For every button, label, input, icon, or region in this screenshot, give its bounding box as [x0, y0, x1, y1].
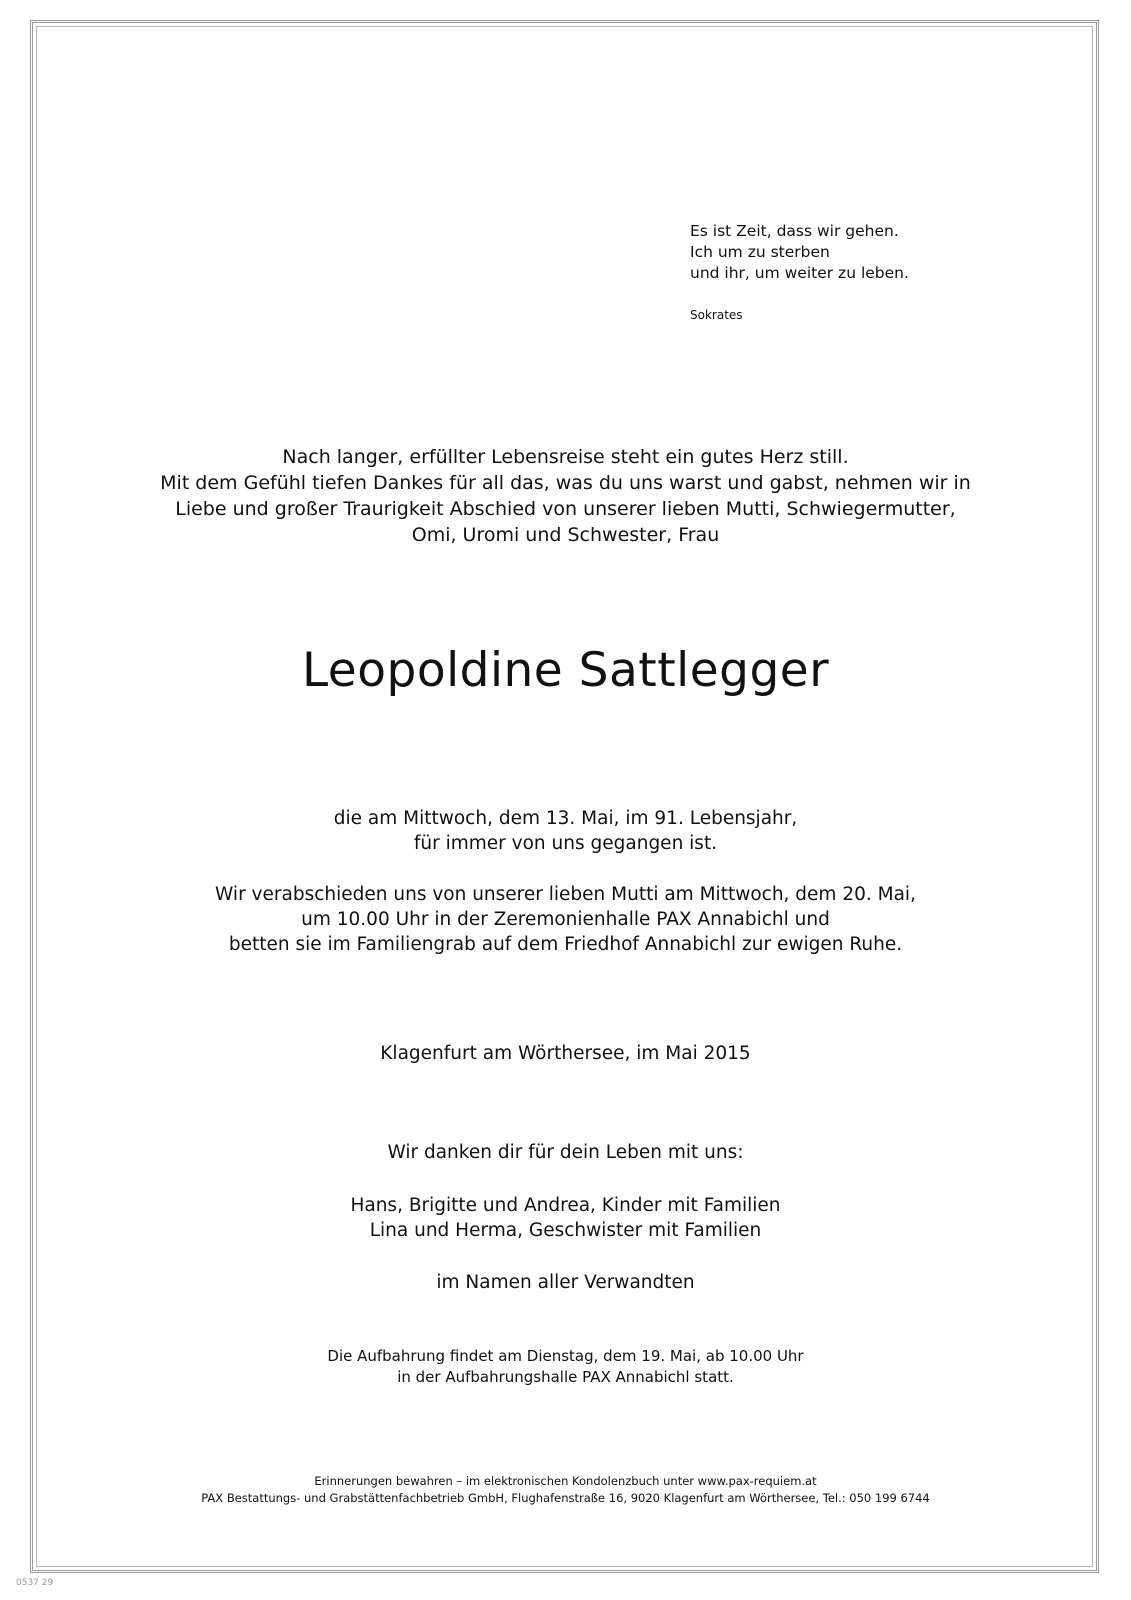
motto-quote: [690, 221, 909, 284]
motto-line: Es ist Zeit, dass wir gehen.: [690, 222, 899, 240]
death-line: die am Mittwoch, dem 13. Mai, im 91. Lebensjahr,: [333, 808, 798, 829]
motto-line: und ihr, um weiter zu leben.: [690, 264, 909, 282]
death-notice: [60, 806, 1071, 856]
footer-line: PAX Bestattungs- und Grabstättenfachbetrieb GmbH, Flughafenstraße 16, 9020 Klagenfurt am Wörthersee, Tel.: 050 199 6744: [201, 1491, 930, 1505]
footer-line: Erinnerungen bewahren – im elektronischen Kondolenzbuch unter www.pax-requiem.at: [314, 1474, 817, 1488]
corner-mark: 0537 29: [16, 1578, 54, 1588]
viewing-line: Die Aufbahrung findet am Dienstag, dem 19. Mai, ab 10.00 Uhr: [327, 1347, 804, 1365]
motto-author: Sokrates: [690, 308, 743, 322]
motto-line: Ich um zu sterben: [690, 243, 830, 261]
family-list: [60, 1193, 1071, 1243]
death-line: für immer von uns gegangen ist.: [413, 833, 718, 854]
family-line: Hans, Brigitte und Andrea, Kinder mit Familien: [350, 1195, 781, 1216]
intro-line: Mit dem Gefühl tiefen Dankes für all das, was du uns warst und gabst, nehmen wir in: [160, 472, 971, 494]
page-border-inner: [36, 26, 1093, 1567]
funeral-line: betten sie im Familiengrab auf dem Friedhof Annabichl zur ewigen Ruhe.: [228, 934, 903, 955]
relatives-line: im Namen aller Verwandten: [436, 1272, 695, 1293]
funeral-line: um 10.00 Uhr in der Zeremonienhalle PAX Annabichl und: [301, 909, 830, 930]
footer: [60, 1473, 1071, 1507]
family-line: Lina und Herma, Geschwister mit Familien: [369, 1220, 762, 1241]
deceased-name: Leopoldine Sattlegger: [301, 643, 830, 698]
intro-line: Nach langer, erfüllter Lebensreise steht ein gutes Herz still.: [282, 446, 849, 468]
intro-text: [60, 444, 1071, 548]
intro-line: Liebe und großer Traurigkeit Abschied von unserer lieben Mutti, Schwiegermutter,: [175, 498, 956, 520]
viewing-line: in der Aufbahrungshalle PAX Annabichl statt.: [397, 1368, 734, 1386]
funeral-line: Wir verabschieden uns von unserer lieben Mutti am Mittwoch, dem 20. Mai,: [215, 884, 916, 905]
place-date: Klagenfurt am Wörthersee, im Mai 2015: [380, 1043, 751, 1064]
viewing-notice: [60, 1346, 1071, 1388]
thanks-line: Wir danken dir für dein Leben mit uns:: [387, 1142, 744, 1163]
funeral-notice: [60, 882, 1071, 957]
intro-line: Omi, Uromi und Schwester, Frau: [411, 524, 720, 546]
